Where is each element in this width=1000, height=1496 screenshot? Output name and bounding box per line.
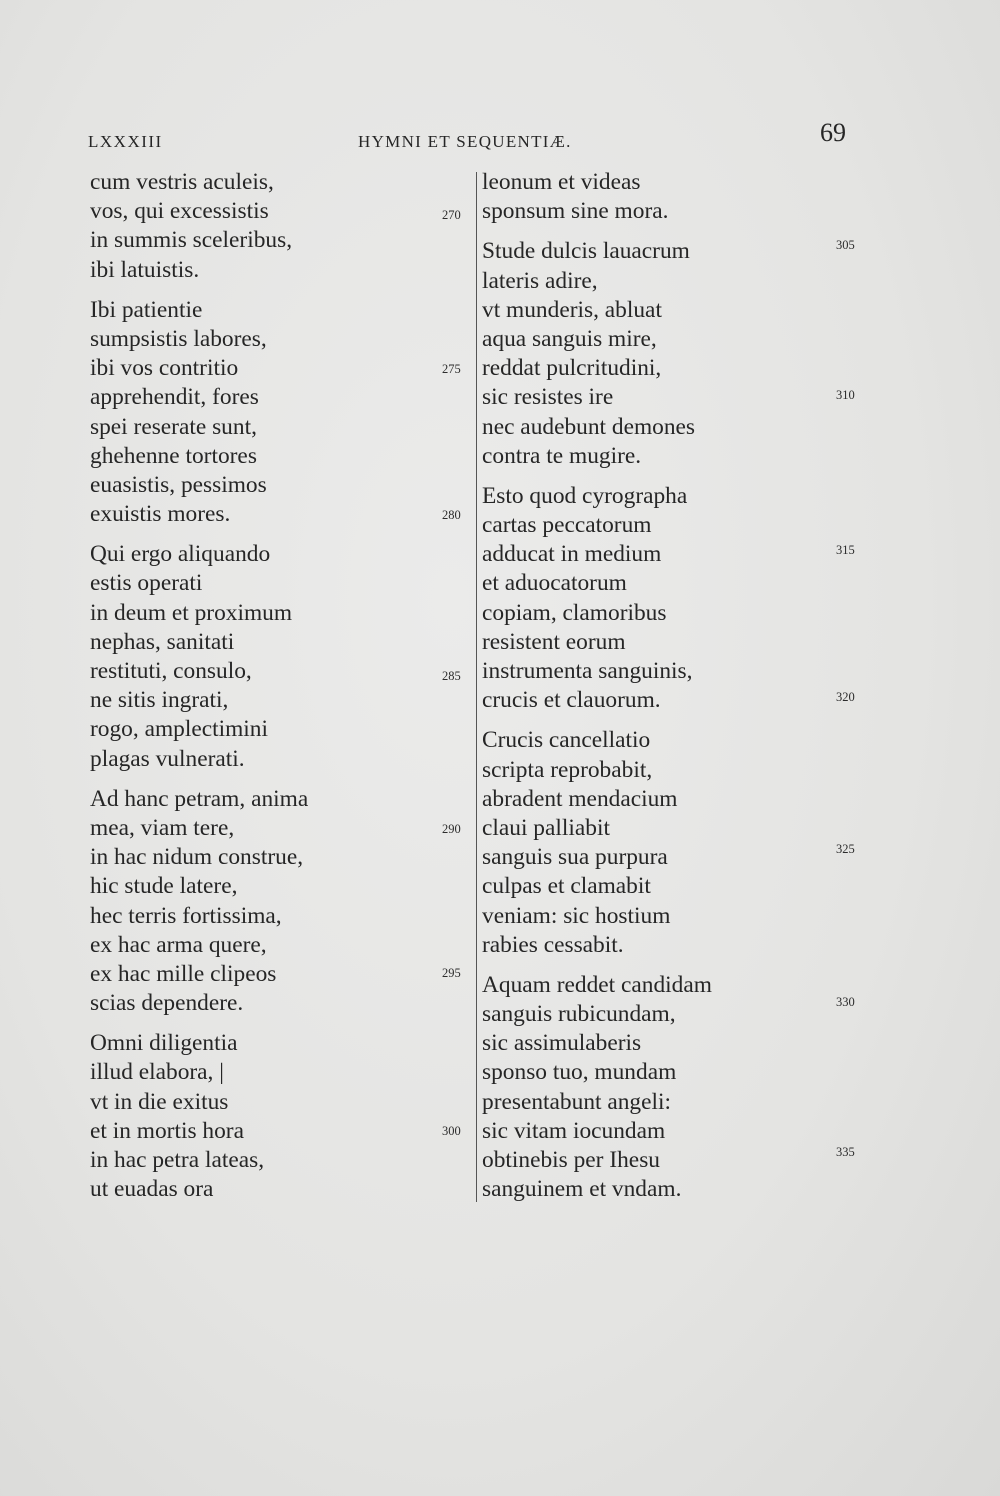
- stanza: [90, 785, 308, 1019]
- verse-line: mea, viam tere,: [90, 814, 235, 841]
- verse-line: lateris adire,: [482, 267, 598, 294]
- verse-line: Ibi patientie: [90, 296, 203, 323]
- line-number: 280: [442, 508, 461, 522]
- verse-line: hic stude latere,: [90, 873, 238, 900]
- verse-line: vt in die exitus: [90, 1088, 229, 1115]
- verse-line: nephas, sanitati: [90, 628, 235, 655]
- stanza: [482, 168, 712, 226]
- verse-line: sponso tuo, mundam: [482, 1059, 677, 1086]
- verse-line: sic resistes ire: [482, 384, 614, 411]
- verse-line: abradent mendacium: [482, 785, 678, 812]
- verse-line: sumpsistis labores,: [90, 325, 267, 352]
- left-column: [90, 168, 308, 1215]
- verse-line: crucis et clauorum.: [482, 687, 661, 714]
- line-number: 285: [442, 669, 461, 683]
- verse-line: Crucis cancellatio: [482, 727, 651, 754]
- stanza: [482, 971, 712, 1205]
- line-number: 295: [442, 966, 461, 980]
- stanza: [482, 726, 712, 960]
- stanza: [90, 1029, 308, 1204]
- verse-line: Stude dulcis lauacrum: [482, 238, 690, 265]
- verse-line: ghehenne tortores: [90, 442, 257, 469]
- verse-line: in hac nidum construe,: [90, 844, 304, 871]
- running-header: [0, 118, 1000, 158]
- verse-line: claui palliabit: [482, 814, 610, 841]
- column-divider: [476, 172, 477, 1202]
- verse-line: reddat pulcritudini,: [482, 355, 662, 382]
- verse-line: leonum et videas: [482, 169, 641, 195]
- verse-line: sanguis rubicundam,: [482, 1001, 676, 1028]
- line-number: 275: [442, 362, 461, 376]
- verse-line: spei reserate sunt,: [90, 413, 257, 440]
- verse-line: illud elabora, |: [90, 1059, 224, 1086]
- verse-line: ex hac mille clipeos: [90, 960, 277, 987]
- stanza: [90, 540, 308, 774]
- verse-line: ibi vos contritio: [90, 355, 239, 382]
- verse-line: Ad hanc petram, anima: [90, 785, 309, 812]
- verse-line: ne sitis ingrati,: [90, 687, 229, 714]
- verse-line: scripta reprobabit,: [482, 756, 653, 783]
- verse-line: ex hac arma quere,: [90, 931, 267, 958]
- line-number: 315: [836, 543, 855, 557]
- verse-line: rogo, amplectimini: [90, 716, 268, 743]
- page-number: 69: [820, 118, 846, 147]
- line-number: 305: [836, 238, 855, 252]
- line-number: 300: [442, 1124, 461, 1138]
- verse-line: cartas peccatorum: [482, 512, 652, 539]
- line-number: 325: [836, 842, 855, 856]
- verse-line: obtinebis per Ihesu: [482, 1147, 660, 1173]
- verse-line: aqua sanguis mire,: [482, 325, 657, 352]
- stanza: [90, 296, 308, 530]
- stanza: [90, 168, 308, 285]
- verse-line: ibi latuistis.: [90, 256, 200, 283]
- line-number: 320: [836, 690, 855, 704]
- verse-line: estis operati: [90, 570, 203, 597]
- verse-line: et in mortis hora: [90, 1117, 244, 1144]
- verse-line: sanguis sua purpura: [482, 844, 668, 871]
- verse-line: plagas vulnerati.: [90, 745, 245, 772]
- verse-line: cum vestris aculeis,: [90, 169, 274, 195]
- verse-line: euasistis, pessimos: [90, 471, 267, 498]
- verse-line: sic vitam iocundam: [482, 1117, 666, 1144]
- verse-line: sic assimulaberis: [482, 1030, 642, 1057]
- verse-line: exuistis mores.: [90, 501, 231, 528]
- verse-line: scias dependere.: [90, 990, 244, 1017]
- verse-line: Qui ergo aliquando: [90, 541, 271, 568]
- verse-line: hec terris fortissima,: [90, 902, 282, 929]
- verse-line: copiam, clamoribus: [482, 599, 667, 626]
- line-number: 335: [836, 1145, 855, 1159]
- running-title: HYMNI ET SEQUENTIÆ.: [358, 132, 572, 151]
- verse-line: nec audebunt demones: [482, 413, 696, 440]
- verse-line: rabies cessabit.: [482, 931, 624, 958]
- verse-line: contra te mugire.: [482, 442, 642, 469]
- hymn-number: LXXXIII: [88, 132, 163, 151]
- right-column: [482, 168, 712, 1215]
- verse-line: adducat in medium: [482, 541, 662, 568]
- verse-line: presentabunt angeli:: [482, 1088, 672, 1115]
- verse-line: in summis sceleribus,: [90, 227, 293, 254]
- verse-line: apprehendit, fores: [90, 384, 259, 411]
- verse-line: restituti, consulo,: [90, 658, 252, 684]
- verse-line: Omni diligentia: [90, 1030, 238, 1057]
- verse-line: in hac petra lateas,: [90, 1147, 265, 1173]
- verse-line: Aquam reddet candidam: [482, 971, 712, 998]
- verse-line: vos, qui excessistis: [90, 198, 269, 225]
- line-number: 310: [836, 388, 855, 402]
- verse-line: resistent eorum: [482, 628, 626, 655]
- verse-line: instrumenta sanguinis,: [482, 658, 693, 684]
- verse-line: veniam: sic hostium: [482, 902, 671, 929]
- stanza: [482, 237, 712, 471]
- verse-line: sanguinem et vndam.: [482, 1176, 682, 1203]
- verse-line: vt munderis, abluat: [482, 296, 662, 323]
- verse-line: in deum et proximum: [90, 599, 293, 626]
- line-number: 330: [836, 995, 855, 1009]
- verse-line: culpas et clamabit: [482, 873, 651, 900]
- verse-line: sponsum sine mora.: [482, 198, 669, 225]
- verse-line: Esto quod cyrographa: [482, 482, 688, 509]
- line-number: 290: [442, 822, 461, 836]
- verse-line: ut euadas ora: [90, 1176, 214, 1203]
- line-number: 270: [442, 208, 461, 222]
- verse-line: et aduocatorum: [482, 570, 627, 597]
- stanza: [482, 482, 712, 716]
